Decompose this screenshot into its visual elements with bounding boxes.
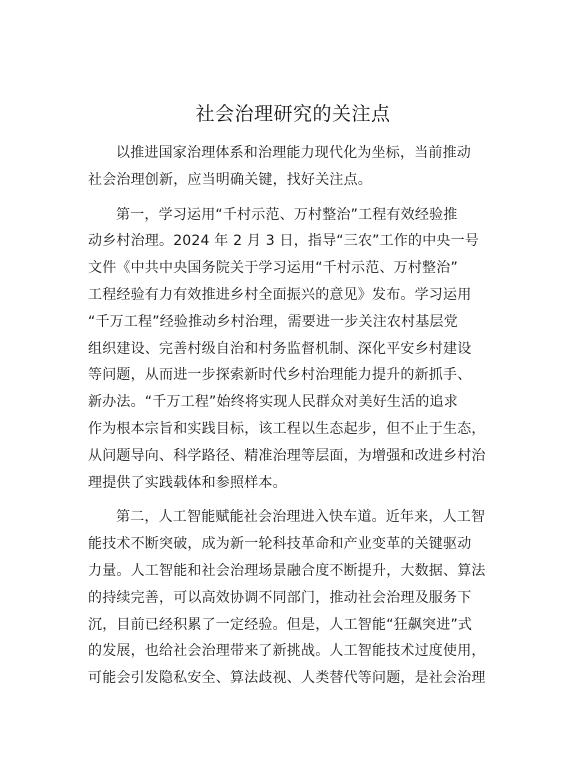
text-line: 动乡村治理。2024 年 2 月 3 日，指导“三农”工作的中央一号: [88, 233, 479, 250]
text-line: 的发展，也给社会治理带来了新挑战。人工智能技术过度使用，: [88, 643, 486, 660]
paragraph-second-point: [88, 504, 498, 692]
text-line: 组织建设、完善村级自治和村务监督机制、深化平安乡村建设: [88, 340, 472, 357]
text-line: 沉，目前已经积累了一定经验。但是，人工智能“狂飙突进”式: [88, 616, 473, 633]
paragraph-first-point: [88, 202, 498, 497]
text-line: 从问题导向、科学路径、精准治理等层面，为增强和改进乡村治: [88, 447, 486, 464]
text-line: 新办法。“千万工程”始终将实现人民群众对美好生活的追求: [88, 394, 458, 411]
document-title: 社会治理研究的关注点: [195, 103, 391, 125]
text-line: 第二，人工智能赋能社会治理进入快车道。近年来，人工智: [116, 509, 486, 526]
text-line: 力量。人工智能和社会治理场景融合度不断提升，大数据、算法: [88, 562, 486, 579]
text-line: 的持续完善，可以高效协调不同部门，推动社会治理及服务下: [88, 589, 472, 606]
text-line: 可能会引发隐私安全、算法歧视、人类替代等问题，是社会治理: [88, 670, 486, 687]
text-line: 能技术不断突破，成为新一轮科技革命和产业变革的关键驱动: [88, 536, 472, 553]
text-line: 等问题，从而进一步探索新时代乡村治理能力提升的新抓手、: [88, 367, 472, 384]
text-line: 工程经验有力有效推进乡村全面振兴的意见》发布。学习运用: [88, 286, 472, 303]
text-line: 第一，学习运用“千村示范、万村整治”工程有效经验推: [116, 206, 458, 223]
text-line: 文件《中共中央国务院关于学习运用“千村示范、万村整治”: [88, 260, 458, 277]
text-line: 社会治理创新，应当明确关键，找好关注点。: [88, 171, 372, 188]
text-line: 作为根本宗旨和实践目标，该工程以生态起步，但不止于生态，: [88, 420, 486, 437]
paragraph-intro: [88, 140, 498, 194]
text-line: 以推进国家治理体系和治理能力现代化为坐标，当前推动: [116, 145, 471, 161]
text-line: “千万工程”经验推动乡村治理，需要进一步关注农村基层党: [88, 313, 458, 330]
document-body: [88, 140, 498, 692]
text-line: 理提供了实践载体和参照样本。: [88, 474, 287, 491]
